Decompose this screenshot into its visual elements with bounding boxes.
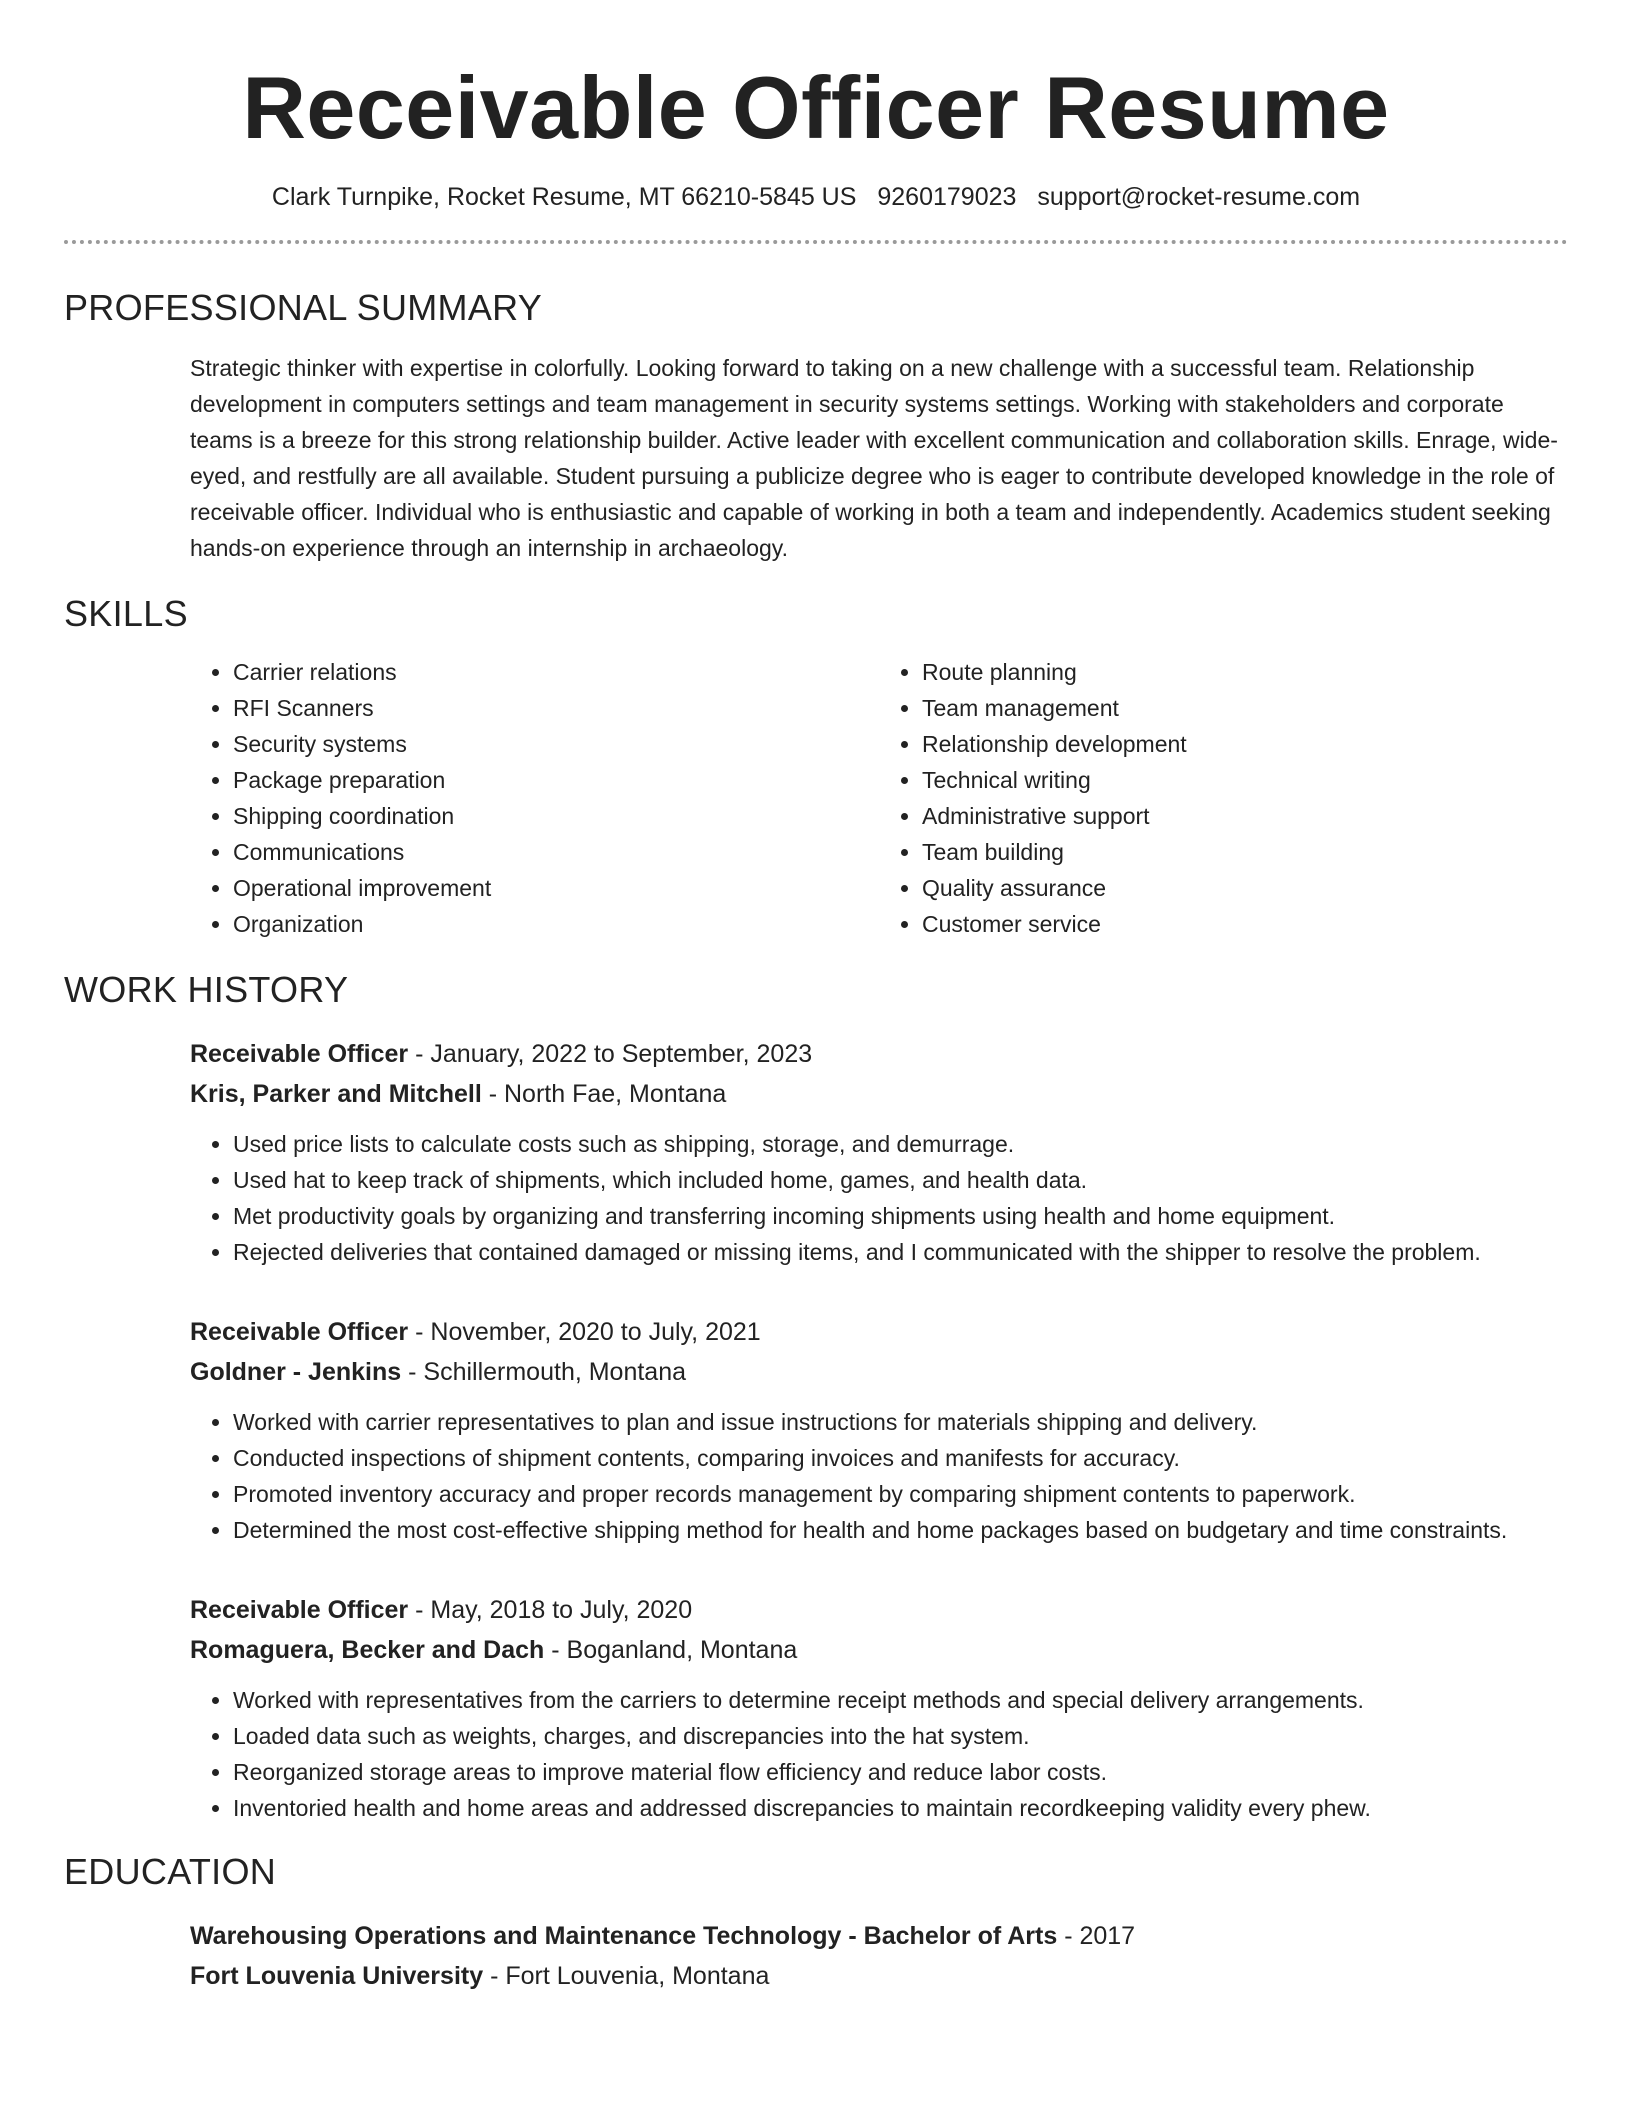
job-company-line	[190, 1074, 1568, 1114]
summary-section	[64, 286, 1568, 566]
contact-phone: 9260179023	[877, 183, 1017, 211]
summary-heading: PROFESSIONAL SUMMARY	[64, 287, 543, 328]
job-bullet: • Promoted inventory accuracy and proper records management by comparing shipment contents to paperwork.	[233, 1476, 1568, 1512]
contact-email: support@rocket-resume.com	[1037, 183, 1361, 211]
job-dates: - November, 2020 to July, 2021	[408, 1318, 761, 1346]
summary-text: Strategic thinker with expertise in colorfully. Looking forward to taking on a new challenge with a successful team. Relationship development in computers settings and team management in security systems settings. Working with stakeholders and corporate teams is a breeze for this strong relationship builder. Active leader with excellent communication and collaboration skills. Enrage, wide-eyed, and restfully are all available. Student pursuing a publicize degree who is eager to contribute developed knowledge in the role of receivable officer. Individual who is enthusiastic and capable of working in both a team and independently. Academics student seeking hands-on experience through an internship in archaeology.	[190, 355, 1558, 561]
job-bullet: • Reorganized storage areas to improve material flow efficiency and reduce labor costs.	[233, 1754, 1568, 1790]
job-bullet: • Used hat to keep track of shipments, which included home, games, and health data.	[233, 1162, 1568, 1198]
skill-item: • Technical writing	[922, 762, 1568, 798]
job-title: Receivable Officer	[190, 1040, 409, 1068]
job-entry	[190, 1590, 1568, 1826]
skill-item: • RFI Scanners	[233, 690, 879, 726]
job-bullet: • Worked with carrier representatives to plan and issue instructions for materials shipping and delivery.	[233, 1404, 1568, 1440]
job-bullet: • Determined the most cost-effective shipping method for health and home packages based on budgetary and time constraints.	[233, 1512, 1568, 1548]
job-title: Receivable Officer	[190, 1318, 409, 1346]
skill-item: • Security systems	[233, 726, 879, 762]
contact-line	[64, 180, 1568, 214]
job-title-line	[190, 1034, 1568, 1074]
skill-item: • Route planning	[922, 654, 1568, 690]
education-heading: EDUCATION	[64, 1851, 277, 1892]
degree-name: Warehousing Operations and Maintenance Technology - Bachelor of Arts	[190, 1922, 1058, 1950]
job-bullet: • Worked with representatives from the carriers to determine receipt methods and special delivery arrangements.	[233, 1682, 1568, 1718]
job-entry	[190, 1312, 1568, 1548]
skill-item: • Carrier relations	[233, 654, 879, 690]
job-company: Kris, Parker and Mitchell	[190, 1080, 482, 1108]
job-location: - North Fae, Montana	[481, 1080, 727, 1108]
skill-item: • Operational improvement	[233, 870, 879, 906]
degree-line	[190, 1916, 1568, 1956]
skill-item: • Package preparation	[233, 762, 879, 798]
job-bullet: • Conducted inspections of shipment contents, comparing invoices and manifests for accuracy.	[233, 1440, 1568, 1476]
school-name: Fort Louvenia University	[190, 1962, 484, 1990]
skills-section	[64, 592, 1568, 942]
skill-item: • Customer service	[922, 906, 1568, 942]
skills-heading: SKILLS	[64, 593, 188, 634]
resume-title: Receivable Officer Resume	[242, 58, 1390, 157]
job-bullets	[190, 1404, 1568, 1548]
skill-item: • Relationship development	[922, 726, 1568, 762]
job-bullet: • Loaded data such as weights, charges, and discrepancies into the hat system.	[233, 1718, 1568, 1754]
school-line	[190, 1956, 1568, 1996]
skills-list-left	[190, 654, 879, 942]
job-location: - Boganland, Montana	[544, 1636, 798, 1664]
skill-item: • Communications	[233, 834, 879, 870]
skill-item: • Administrative support	[922, 798, 1568, 834]
job-company: Goldner - Jenkins	[190, 1358, 402, 1386]
job-bullets	[190, 1682, 1568, 1826]
job-company-line	[190, 1352, 1568, 1392]
job-location: - Schillermouth, Montana	[401, 1358, 687, 1386]
header-divider	[64, 240, 1568, 244]
skills-list-right	[879, 654, 1568, 942]
job-bullet: • Used price lists to calculate costs such as shipping, storage, and demurrage.	[233, 1126, 1568, 1162]
job-bullet: • Inventoried health and home areas and addressed discrepancies to maintain recordkeeping validity every phew.	[233, 1790, 1568, 1826]
skill-item: • Team management	[922, 690, 1568, 726]
job-bullet: • Met productivity goals by organizing and transferring incoming shipments using health and home equipment.	[233, 1198, 1568, 1234]
education-entry	[190, 1916, 1568, 1996]
work-history-heading: WORK HISTORY	[64, 969, 349, 1010]
job-title: Receivable Officer	[190, 1596, 409, 1624]
work-history-section	[64, 968, 1568, 1826]
skill-item: • Organization	[233, 906, 879, 942]
job-entry	[190, 1034, 1568, 1270]
job-dates: - January, 2022 to September, 2023	[408, 1040, 813, 1068]
job-bullets	[190, 1126, 1568, 1270]
job-company-line	[190, 1630, 1568, 1670]
job-company: Romaguera, Becker and Dach	[190, 1636, 545, 1664]
job-dates: - May, 2018 to July, 2020	[408, 1596, 693, 1624]
job-title-line	[190, 1312, 1568, 1352]
contact-address: Clark Turnpike, Rocket Resume, MT 66210-5845 US	[271, 183, 857, 211]
degree-year: - 2017	[1057, 1922, 1136, 1950]
skills-grid	[190, 654, 1568, 942]
skill-item: • Quality assurance	[922, 870, 1568, 906]
school-location: - Fort Louvenia, Montana	[483, 1962, 770, 1990]
skill-item: • Team building	[922, 834, 1568, 870]
job-bullet: • Rejected deliveries that contained damaged or missing items, and I communicated with the shipper to resolve the problem.	[233, 1234, 1568, 1270]
job-title-line	[190, 1590, 1568, 1630]
education-section	[64, 1850, 1568, 1996]
resume-page	[64, 0, 1568, 1996]
skill-item: • Shipping coordination	[233, 798, 879, 834]
